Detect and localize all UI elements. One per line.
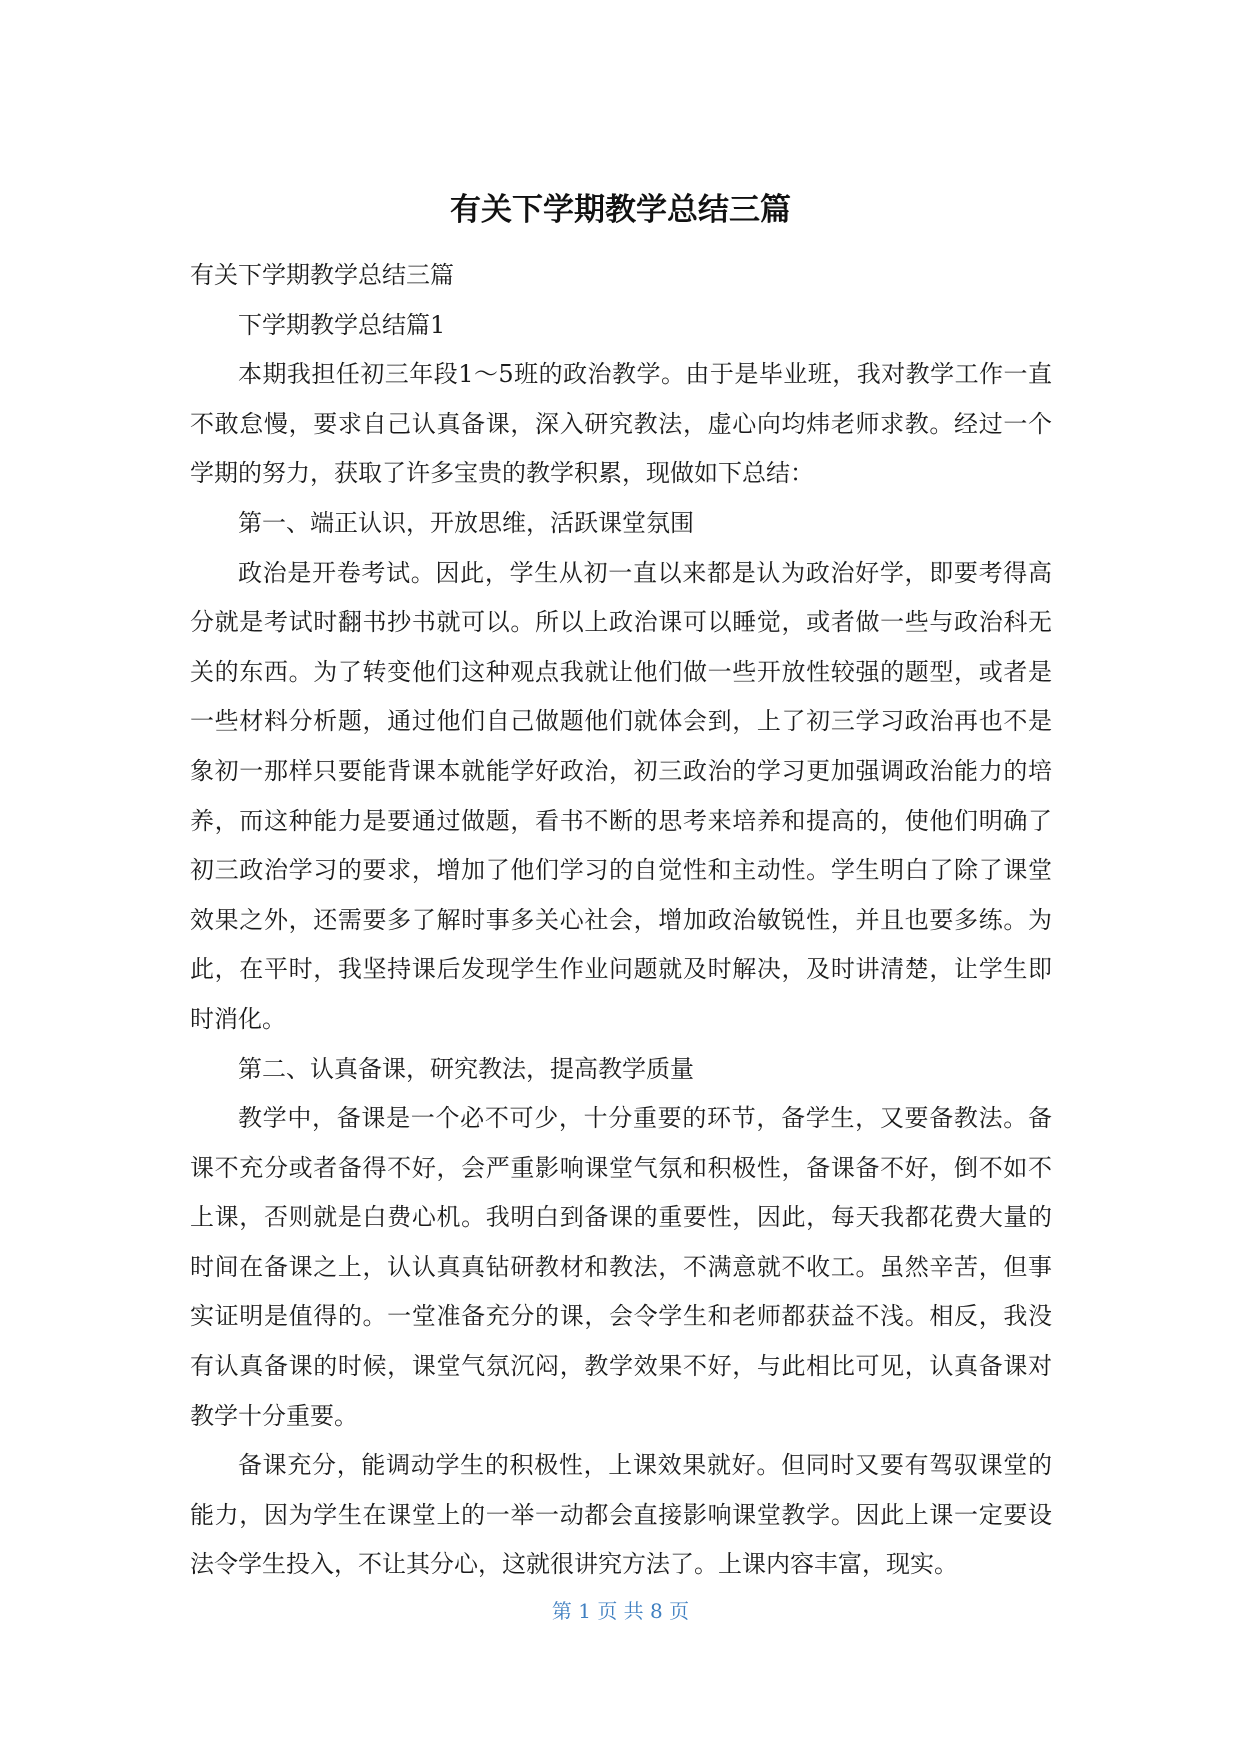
section-heading: 第二、认真备课，研究教法，提高教学质量 — [238, 1054, 694, 1083]
document-title: 有关下学期教学总结三篇 — [450, 192, 791, 228]
section-heading: 下学期教学总结篇1 — [238, 310, 446, 339]
section-heading: 第一、端正认识，开放思维，活跃课堂氛围 — [238, 508, 694, 537]
document-body — [190, 251, 1052, 1590]
paragraph: 备课充分，能调动学生的积极性，上课效果就好。但同时又要有驾驭课堂的能力，因为学生在课堂上的一举一动都会直接影响课堂教学。因此上课一定要设法令学生投入，不让其分心，这就很讲究方法了。上课内容丰富，现实。 — [190, 1451, 1052, 1579]
paragraph: 教学中，备课是一个必不可少，十分重要的环节，备学生，又要备教法。备课不充分或者备得不好，会严重影响课堂气氛和积极性，备课备不好，倒不如不上课，否则就是白费心机。我明白到备课的重要性，因此，每天我都花费大量的时间在备课之上，认认真真钻研教材和教法，不满意就不收工。虽然辛苦，但事实证明是值得的。一堂准备充分的课，会令学生和老师都获益不浅。相反，我没有认真备课的时候，课堂气氛沉闷，教学效果不好，与此相比可见，认真备课对教学十分重要。 — [190, 1104, 1052, 1430]
page-number-footer: 第 1 页 共 8 页 — [551, 1599, 690, 1623]
paragraph: 政治是开卷考试。因此，学生从初一直以来都是认为政治好学，即要考得高分就是考试时翻书抄书就可以。所以上政治课可以睡觉，或者做一些与政治科无关的东西。为了转变他们这种观点我就让他们做一些开放性较强的题型，或者是一些材料分析题，通过他们自己做题他们就体会到，上了初三学习政治再也不是象初一那样只要能背课本就能学好政治，初三政治的学习更加强调政治能力的培养，而这种能力是要通过做题，看书不断的思考来培养和提高的，使他们明确了初三政治学习的要求，增加了他们学习的自觉性和主动性。学生明白了除了课堂效果之外，还需要多了解时事多关心社会，增加政治敏锐性，并且也要多练。为此，在平时，我坚持课后发现学生作业问题就及时解决，及时讲清楚，让学生即时消化。 — [190, 558, 1052, 1033]
paragraph: 有关下学期教学总结三篇 — [190, 261, 454, 289]
paragraph: 本期我担任初三年段1～5班的政治教学。由于是毕业班，我对教学工作一直不敢怠慢，要求自己认真备课，深入研究教法，虚心向均炜老师求教。经过一个学期的努力，获取了许多宝贵的教学积累，现做如下总结： — [190, 360, 1052, 488]
